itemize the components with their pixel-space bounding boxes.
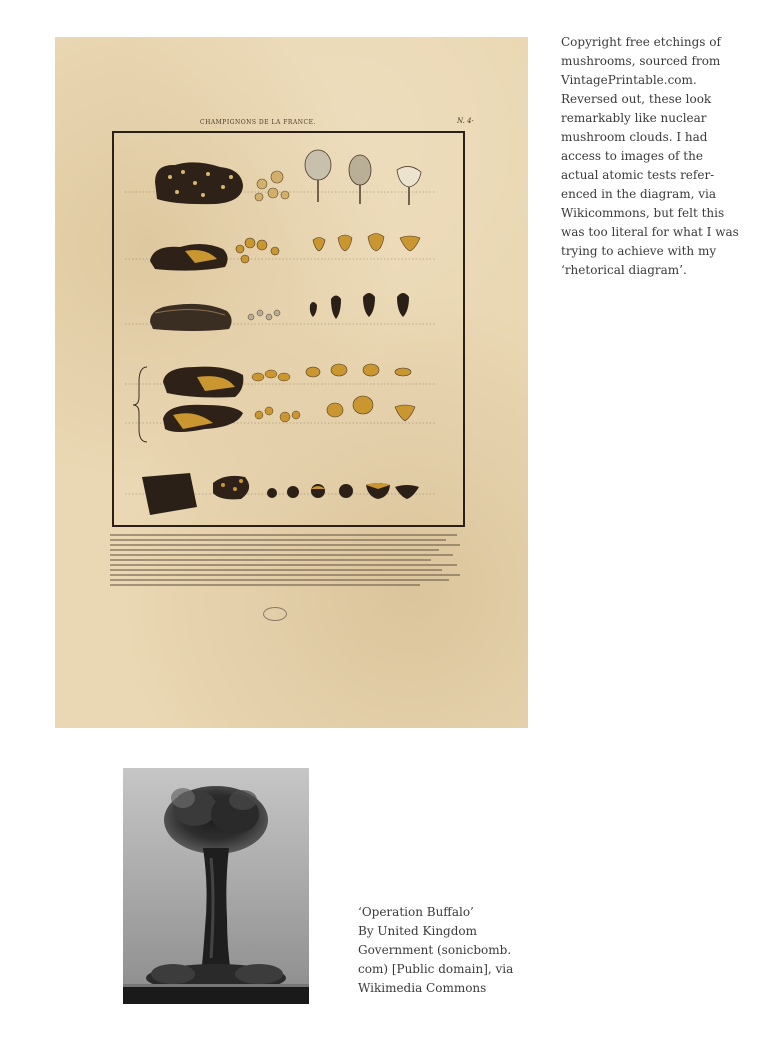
mushroom-illustrations xyxy=(55,37,528,728)
plate-number: N. 4· xyxy=(457,117,474,125)
plate-header: CHAMPIGNONS DE LA FRANCE. xyxy=(200,119,316,126)
credit-line: Wikimedia Commons xyxy=(358,981,487,995)
description-line: actual atomic tests refer- xyxy=(561,168,715,182)
description-line: was too literal for what I was xyxy=(561,225,739,239)
credit-line: com) [Public domain], via xyxy=(358,962,514,976)
library-stamp xyxy=(263,607,287,621)
description-line: access to images of the xyxy=(561,149,703,163)
description-line: Reversed out, these look xyxy=(561,92,712,106)
etching-description xyxy=(561,33,761,280)
description-line: trying to achieve with my xyxy=(561,244,717,258)
description-line: ‘rhetorical diagram’. xyxy=(561,263,687,277)
mushroom-cloud-image xyxy=(123,768,309,1004)
mushroom-etching-plate xyxy=(55,37,528,728)
description-line: remarkably like nuclear xyxy=(561,111,707,125)
photo-credit xyxy=(358,903,578,998)
credit-line: By United Kingdom xyxy=(358,924,478,938)
description-line: VintagePrintable.com. xyxy=(561,73,697,87)
operation-buffalo-photo xyxy=(123,768,309,1004)
description-line: mushrooms, sourced from xyxy=(561,54,721,68)
description-line: Copyright free etchings of xyxy=(561,35,721,49)
description-line: enced in the diagram, via xyxy=(561,187,717,201)
description-line: mushroom clouds. I had xyxy=(561,130,708,144)
plate-caption-text xyxy=(110,531,475,613)
credit-line: Government (sonicbomb. xyxy=(358,943,512,957)
credit-line: ‘Operation Buffalo’ xyxy=(358,905,474,919)
description-line: Wikicommons, but felt this xyxy=(561,206,725,220)
